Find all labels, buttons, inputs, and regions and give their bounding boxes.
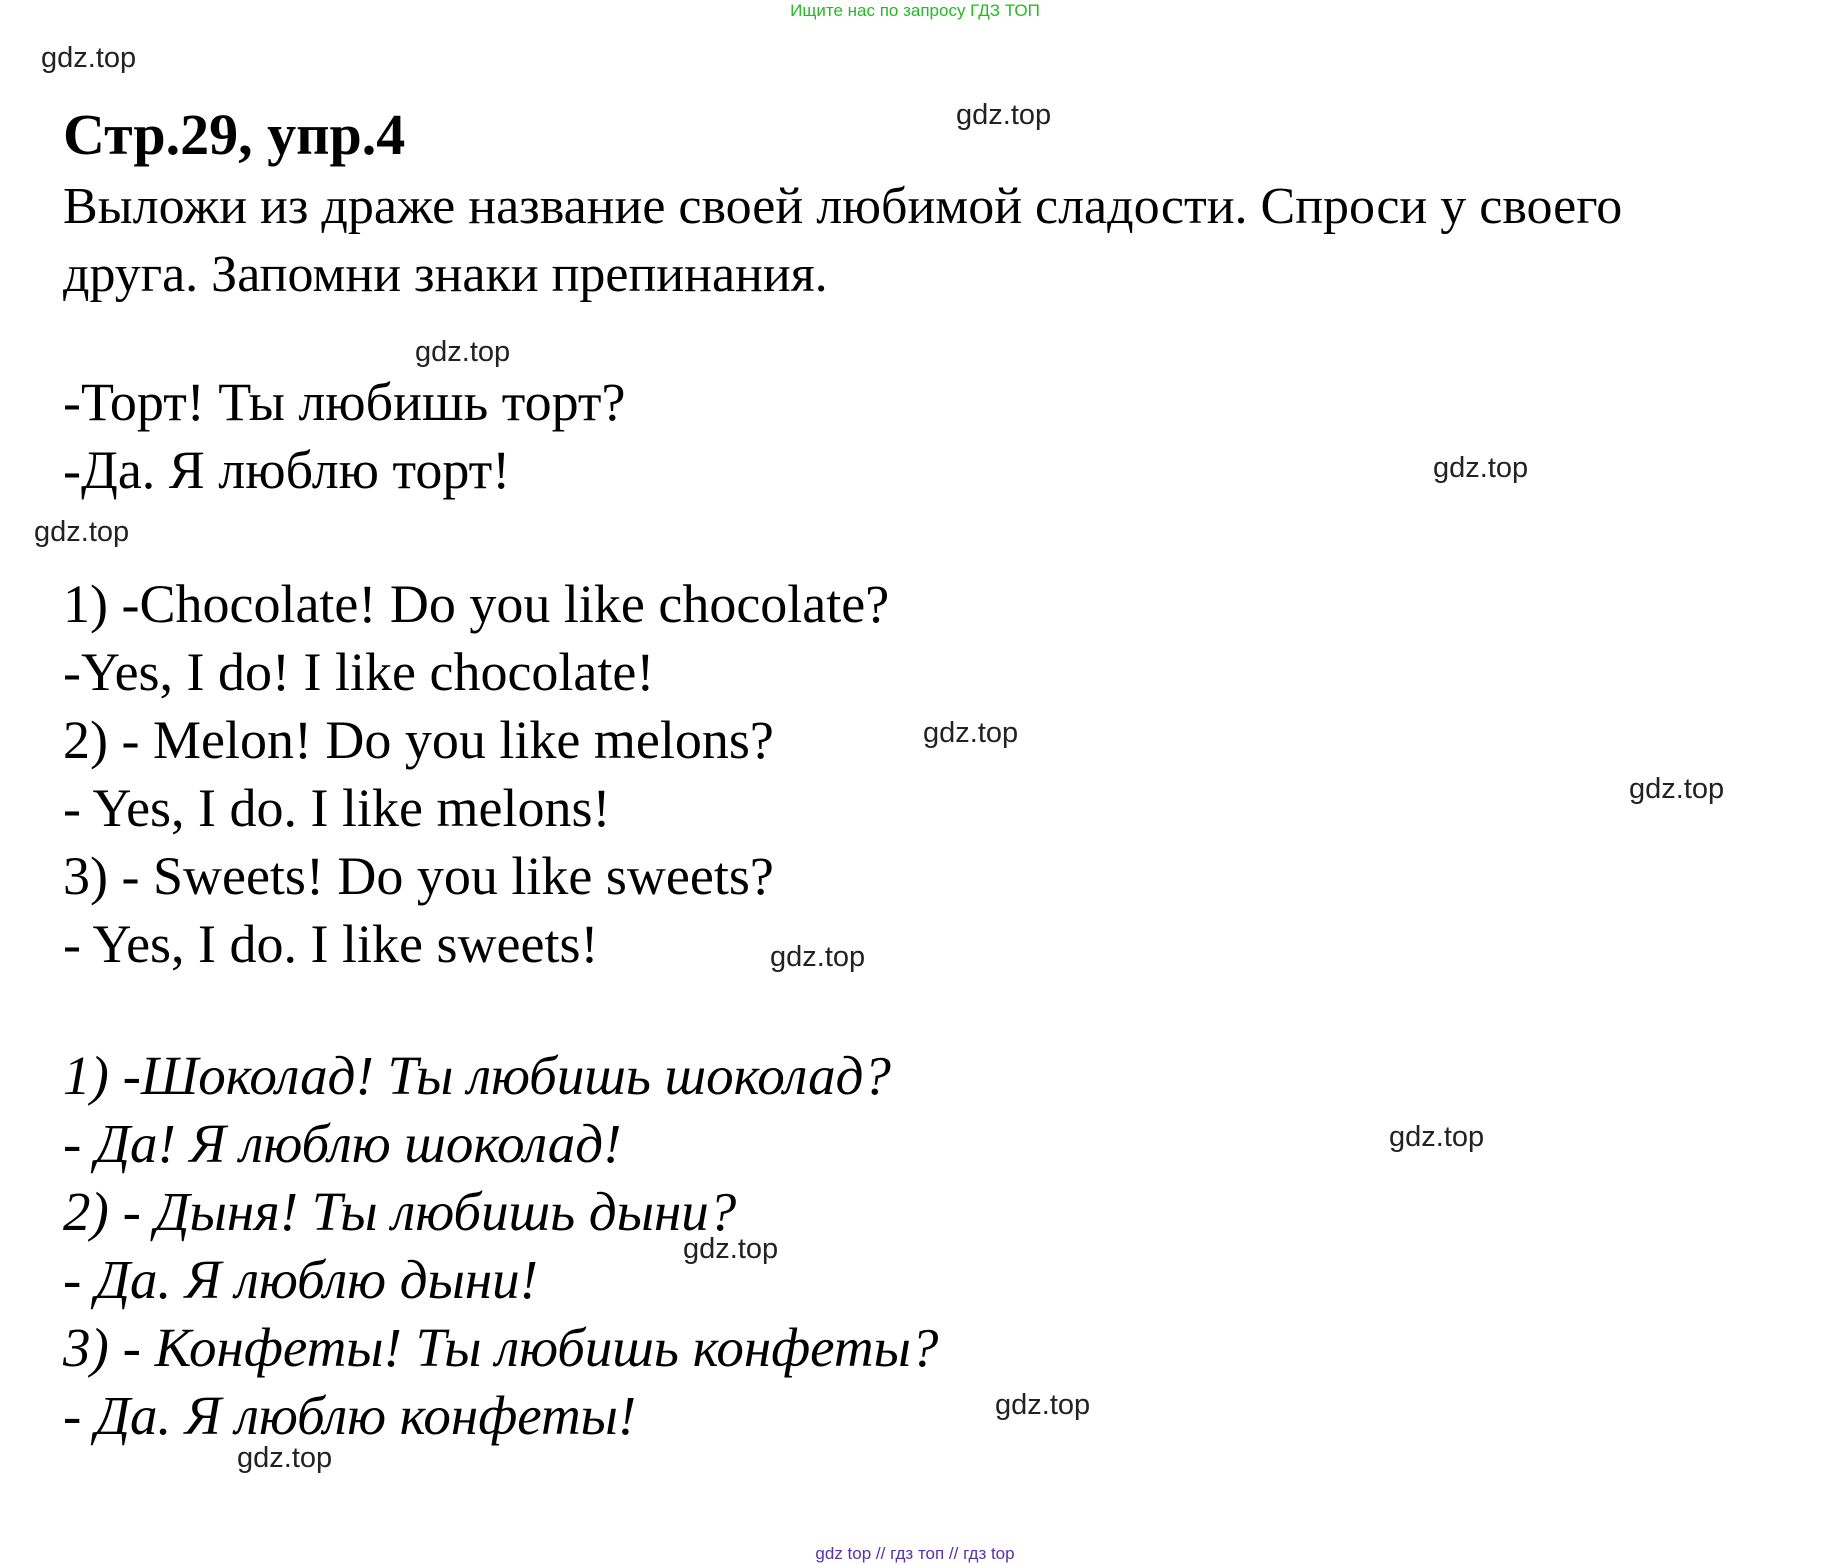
watermark: gdz.top [956, 99, 1052, 131]
answer-line: 1) -Chocolate! Do you like chocolate? [63, 574, 890, 634]
sample-dialog [63, 368, 625, 504]
task-line-1: Выложи из драже название своей любимой сладости. Спроси у своего [63, 178, 1623, 235]
watermark: gdz.top [995, 1389, 1091, 1421]
answer-line: 2) - Melon! Do you like melons? [63, 710, 774, 770]
translation-line: 1) -Шоколад! Ты любишь шоколад? [63, 1045, 891, 1106]
watermark: gdz.top [923, 717, 1019, 749]
sample-line: -Да. Я люблю торт! [63, 440, 511, 500]
watermark: gdz.top [1433, 452, 1529, 484]
translation-line: 3) - Конфеты! Ты любишь конфеты? [63, 1317, 939, 1378]
translation-line: 2) - Дыня! Ты любишь дыни? [63, 1181, 737, 1242]
watermark: gdz.top [237, 1442, 333, 1474]
answers-english [63, 570, 889, 978]
exercise-header [63, 97, 1830, 309]
search-banner[interactable]: Ищите нас по запросу ГДЗ ТОП [790, 1, 1040, 20]
answer-line: - Yes, I do. I like melons! [63, 778, 611, 838]
answer-line: 3) - Sweets! Do you like sweets? [63, 846, 774, 906]
page-title: Стр.29, упр.4 [63, 102, 406, 167]
answers-russian [63, 1042, 938, 1450]
watermark: gdz.top [1629, 773, 1725, 805]
sample-line: -Торт! Ты любишь торт? [63, 372, 626, 432]
watermark: gdz.top [34, 516, 130, 548]
watermark: gdz.top [1389, 1121, 1485, 1153]
translation-line: - Да. Я люблю дыни! [63, 1249, 538, 1310]
watermark: gdz.top [41, 42, 137, 74]
answer-line: -Yes, I do! I like chocolate! [63, 642, 655, 702]
watermark: gdz.top [415, 336, 511, 368]
translation-line: - Да. Я люблю конфеты! [63, 1385, 637, 1446]
task-line-2: друга. Запомни знаки препинания. [63, 246, 828, 303]
watermark: gdz.top [770, 941, 866, 973]
answer-line: - Yes, I do. I like sweets! [63, 914, 599, 974]
translation-line: - Да! Я люблю шоколад! [63, 1113, 622, 1174]
watermark: gdz.top [683, 1233, 779, 1265]
footer-links[interactable]: gdz top // гдз топ // гдз top [815, 1544, 1015, 1563]
